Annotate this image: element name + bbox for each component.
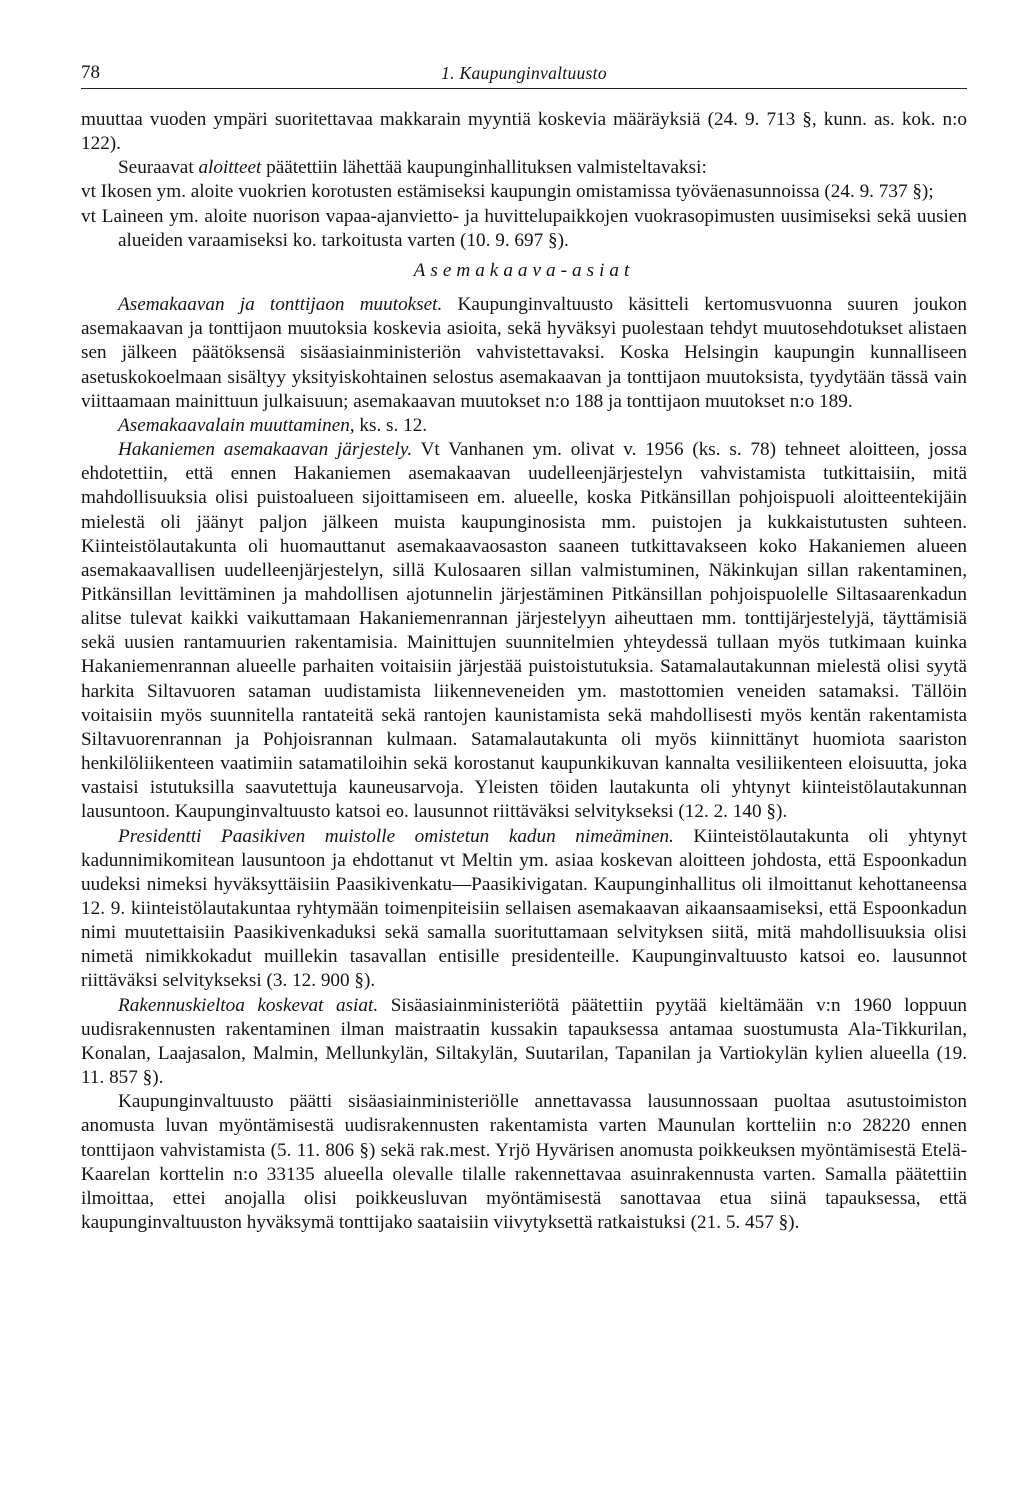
page-body — [81, 108, 967, 1235]
paragraph-title: Presidentti Paasikiven muistolle omistetun kadun nimeäminen. — [118, 825, 674, 847]
paragraph-text: Sisäasiainministeriötä päätettiin pyytää kieltämään v:n 1960 loppuun uudisrakennusten rakentaminen ilman maistraatin kussakin tapauksessa antamaa suostumusta Ala-Tikkurilan, Konalan, Laajasalon, Malmin, Mellunkylän, Siltakylän, Suutarilan, Tapanilan ja Vartiokylän kylien alueella (19. 11. 857 §). — [81, 994, 968, 1089]
initiatives-intro — [81, 156, 967, 180]
paragraph-text: Kaupunginvaltuusto käsitteli kertomusvuonna suuren joukon asemakaavan ja tonttijaon muutoksia koskevia asioita, sekä hyväksyi puolestaan tehdyt muutosehdotukset alistaen sen jälkeen päätöksensä sisäasiainministeriön vahvistettavaksi. Koska Helsingin kaupungin kunnalliseen asetuskokoelmaan sisältyy yksityiskohtainen selostus asemakaavan ja tonttijaon muutoksista, tyydytään tässä vain viittaamaan mainittuun julkaisuun; asemakaavan muutokset n:o 188 ja tonttijaon muutokset n:o 189. — [81, 294, 967, 412]
intro-paragraph: muuttaa vuoden ympäri suoritettavaa makkarain myyntiä koskevia määräyksiä (24. 9. 713 §, kunn. as. kok. n:o 122). — [81, 109, 967, 155]
page-header — [81, 62, 967, 89]
initiative-item-ikonen: vt Ikosen ym. aloite vuokrien korotusten estämiseksi kaupungin omistamissa työväenasunnoissa (24. 9. 737 §); — [81, 181, 934, 203]
paragraph-asemakaavalain — [81, 414, 967, 438]
paragraph-text: Kiinteistölautakunta oli yhtynyt kadunnimikomitean lausuntoon ja ehdottanut vt Meltin ym. asiaa koskevan aloitteen johdosta, että Espoonkadun uudeksi nimeksi hyväksyttäisiin Paasikivenkatu—Paasikivigatan. Kaupunginhallitus oli ilmoittanut kehottaneensa 12. 9. kiinteistölautakuntaa ryhtymään toimenpiteisiin sellaisen asemakaavan aikaansaamiseksi, että Espoonkadun nimi muutettaisiin Paasikivenkaduksi sekä samalla suorituttamaan selvityksen siitä, mitä mahdollisuuksia olisi nimetä nimikkokadut muillekin tasavallan entisille presidenteille. Kaupunginvaltuusto katsoi eo. lausunnot riittäväksi selvitykseksi (3. 12. 900 §). — [81, 825, 967, 992]
initiative-item-laine: vt Laineen ym. aloite nuorison vapaa-ajanvietto- ja huvittelupaikkojen vuokrasopimusten uusimiseksi sekä uusien alueiden varaamiseksi ko. tarkoitusta varten (10. 9. 697 §). — [81, 205, 967, 251]
initiatives-intro-post: päätettiin lähettää kaupunginhallituksen valmisteltavaksi: — [261, 157, 707, 179]
document-page — [81, 62, 967, 1235]
paragraph-asemakaavan-muutokset — [81, 293, 967, 414]
paragraph-hakaniemi — [81, 438, 967, 825]
paragraph-title: Asemakaavalain muuttaminen, — [118, 414, 355, 436]
paragraph-title: Rakennuskieltoa koskevat asiat. — [118, 994, 379, 1016]
paragraph-maunula: Kaupunginvaltuusto päätti sisäasiainministeriölle annettavassa lausunnossaan puoltaa asutustoimiston anomusta luvan myöntämisestä uudisrakennusten rakentamista varten Maunulan kortteliin n:o 28220 ennen tonttijaon vahvistamista (5. 11. 806 §) sekä rak.mest. Yrjö Hyvärisen anomusta poikkeuksen myöntämisestä Etelä-Kaarelan korttelin n:o 33135 alueella olevalle tilalle rakennettavaa asuinrakennusta varten. Samalla päätettiin ilmoittaa, ettei anojalla olisi poikkeusluvan myöntämisestä sanottavaa etua siinä tapauksessa, että kaupunginvaltuuston hyväksymä tonttijako saataisiin viivytyksettä ratkaistuksi (21. 5. 457 §). — [81, 1091, 967, 1234]
paragraph-title: Hakaniemen asemakaavan järjestely. — [118, 439, 413, 461]
page-number: 78 — [81, 62, 100, 83]
paragraph-text: ks. s. 12. — [354, 414, 428, 436]
paragraph-text: Vt Vanhanen ym. olivat v. 1956 (ks. s. 78) tehneet aloitteen, jossa ehdotettiin, että ennen Hakaniemen asemakaavan uudelleenjärjestelyn vahvistamista tutkittaisiin, mitä mahdollisuuksia olisi puistoalueen sijoittamiseen em. alueelle, koska Pitkänsillan pohjoispuoli aloitteentekijäin mielestä oli jäänyt paljon jälkeen muista kaupunginosista mm. puistojen ja kukkaistutusten suhteen. Kiinteistölautakunta oli huomauttanut asemakaavaosaston saaneen tutkittavakseen koko Hakaniemen alueen asemakaavallisen uudelleenjärjestelyn, sillä Kulosaaren sillan valmistuminen, Näkinkujan sillan rakentaminen, Pitkänsillan levittäminen ja mahdollisen ajotunnelin järjestäminen Pitkänsillan pohjoispuolelle Siltasaarenkadun alitse tulevat kaikki vaikuttamaan Hakaniemenrannan järjestelyyn aiheuttaen mm. tonttijärjestelyjä, täyttämisiä sekä uusien rantamuurien rakentamisia. Mainittujen suunnitelmien yhteydessä tullaan myös tutkimaan kuinka Hakaniemenrannan alueelle parhaiten voitaisiin järjestää puistoistutuksia. Satamalautakunnan mielestä olisi syytä harkita Siltavuoren sataman uudistamista liikenneveneiden ym. mastottomien veneiden satamaksi. Tällöin voitaisiin myös suunnitella rantateitä sekä rantojen kaunistamista sekä mahdollisesti myös kentän rakentamista Siltavuorenrannan ja Pohjoisrannan kulmaan. Satamalautakunta oli myös kiinnittänyt huomiota saariston henkilöliikenteen vaatimiin satamatiloihin sekä korostanut kaupunkikuvan kannalta vesiliikenteen eloisuutta, joka vastaisi istutuksilla saavutettuja kauneusarvoja. Yleisten töiden lautakunta oli yhtynyt kiinteistölautakunnan lausuntoon. Kaupunginvaltuusto katsoi eo. lausunnot riittäväksi selvitykseksi (12. 2. 140 §). — [81, 439, 967, 823]
running-title: 1. Kaupunginvaltuusto — [441, 63, 607, 83]
paragraph-title: Asemakaavan ja tonttijaon muutokset. — [118, 294, 443, 316]
paragraph-paasikivi — [81, 825, 967, 994]
paragraph-rakennuskielto — [81, 994, 967, 1091]
initiatives-intro-italic: aloitteet — [198, 157, 262, 179]
initiatives-intro-pre: Seuraavat — [118, 157, 199, 179]
section-heading: Asemakaava-asiat — [413, 259, 635, 281]
